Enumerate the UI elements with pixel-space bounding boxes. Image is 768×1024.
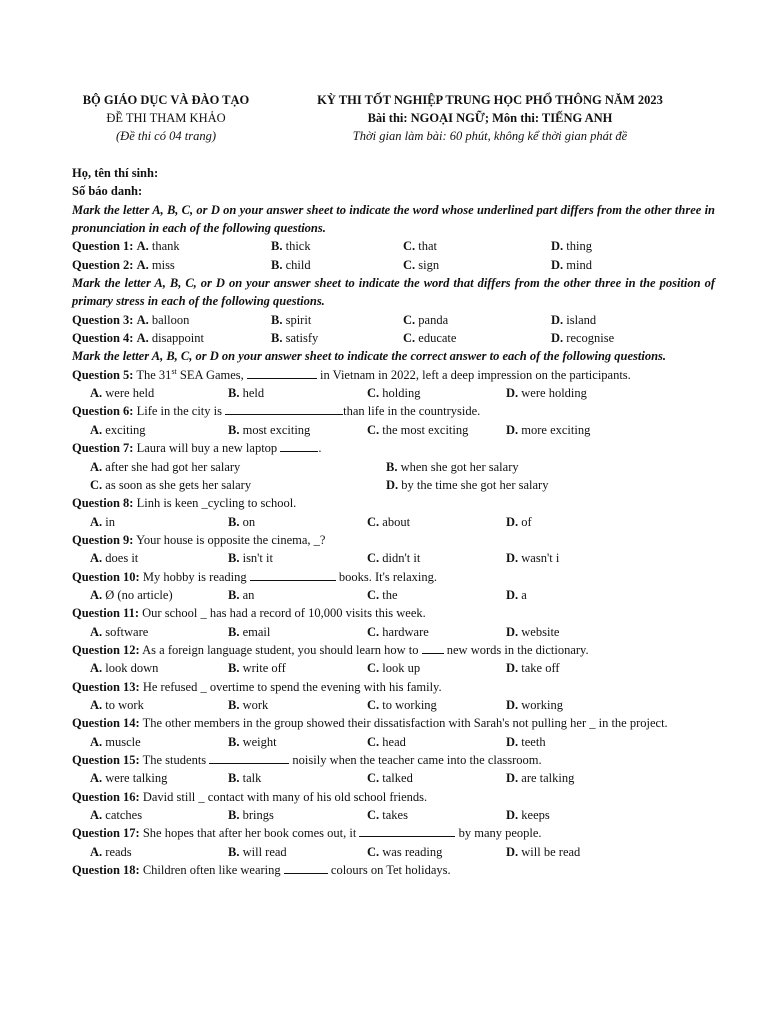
option-text: isn't it (242, 551, 273, 566)
option-text: the most exciting (382, 422, 469, 437)
option-text: website (521, 624, 560, 639)
option-text: were talking (105, 771, 168, 786)
question-label: Question 2: (72, 257, 134, 272)
option-text: didn't it (382, 551, 421, 566)
question-18-stem: Question 18: Children often like wearing colours on Tet holidays. (72, 863, 451, 878)
ministry-name: BỘ GIÁO DỤC VÀ ĐÀO TẠO (82, 93, 250, 107)
option-text: in (105, 514, 116, 529)
option-text: working (521, 697, 563, 712)
question-12-stem: Question 12: As a foreign language student, you should learn how to new words in the dictionary. (72, 642, 589, 657)
question-label: Question 12: (72, 642, 140, 657)
question-1: Question 1: A. thank B. thick C. that D. thing (72, 239, 592, 254)
question-6-options: A. exciting B. most exciting C. the most exciting D. more exciting (90, 422, 591, 437)
answer-blank (359, 824, 455, 837)
instruction-stress: Mark the letter A, B, C, or D on your answer sheet to indicate the word that differs from the other three in the position of primary stress in each of the following questions. (72, 276, 715, 309)
question-label: Question 3: (72, 312, 134, 327)
option-text: island (566, 312, 597, 327)
option-text: after she had got her salary (105, 459, 241, 474)
question-2: Question 2: A. miss B. child C. sign D. mind (72, 257, 592, 272)
instruction-pronunciation: Mark the letter A, B, C, or D on your answer sheet to indicate the word whose underlined part differs from the other three in pronunciation in each of the following questions. (72, 202, 715, 236)
answer-blank (225, 402, 343, 415)
option-text: more exciting (521, 422, 591, 437)
option-text: takes (382, 808, 408, 823)
question-label: Question 10: (72, 569, 140, 584)
option-text: an (242, 587, 255, 602)
question-17-options: A. reads B. will read C. was reading D. will be read (90, 844, 581, 859)
option-text: when she got her salary (400, 459, 519, 474)
exam-title-block (280, 91, 700, 145)
question-label: Question 5: (72, 367, 134, 382)
instruction-correct-answer: Mark the letter A, B, C, or D on your answer sheet to indicate the correct answer to each of the following questions. (72, 349, 667, 364)
time-note: Thời gian làm bài: 60 phút, không kể thời gian phát đề (352, 129, 628, 143)
option-text: head (382, 734, 406, 749)
option-text: by the time she got her salary (401, 477, 549, 492)
candidate-name-label: Họ, tên thí sinh: (72, 166, 159, 180)
question-12-options: A. look down B. write off C. look up D. take off (90, 661, 560, 676)
option-text: does it (105, 551, 139, 566)
option-text: that (418, 239, 438, 254)
subject-line: Bài thi: NGOẠI NGỮ; Môn thi: TIẾNG ANH (367, 111, 613, 125)
option-text: panda (418, 312, 449, 327)
option-text: of (521, 514, 532, 529)
question-11-options: A. software B. email C. hardware D. website (90, 624, 560, 639)
question-4: Question 4: A. disappoint B. satisfy C. educate D. recognise (72, 331, 615, 346)
option-text: educate (418, 331, 457, 346)
option-text: were holding (521, 386, 587, 401)
question-label: Question 14: (72, 716, 140, 731)
option-text: balloon (151, 312, 190, 327)
option-text: brings (242, 808, 274, 823)
question-13-options: A. to work B. work C. to working D. working (90, 697, 563, 712)
question-label: Question 1: (72, 239, 134, 254)
option-text: look up (382, 661, 421, 676)
question-13-stem: Question 13: He refused _ overtime to spend the evening with his family. (72, 679, 442, 694)
question-14-options: A. muscle B. weight C. head D. teeth (90, 734, 546, 749)
question-label: Question 4: (72, 331, 134, 346)
option-text: reads (105, 844, 132, 859)
candidate-id-label: Số báo danh: (72, 184, 143, 199)
option-text: disappoint (151, 331, 204, 346)
option-text: thank (151, 239, 180, 254)
option-text: work (242, 697, 269, 712)
question-16-stem: Question 16: David still _ contact with many of his old school friends. (72, 789, 428, 804)
exam-type: ĐỀ THI THAM KHẢO (106, 111, 226, 125)
answer-blank (250, 568, 336, 581)
option-text: wasn't i (521, 551, 560, 566)
option-text: child (285, 257, 311, 272)
option-text: most exciting (242, 422, 311, 437)
option-text: as soon as she gets her salary (105, 477, 252, 492)
question-15-options: A. were talking B. talk C. talked D. are talking (90, 771, 575, 786)
question-9-options: A. does it B. isn't it C. didn't it D. wasn't i (90, 551, 560, 566)
option-text: to work (105, 697, 144, 712)
exam-content (72, 164, 715, 879)
question-label: Question 17: (72, 826, 140, 841)
option-text: a (521, 587, 527, 602)
exam-title: KỲ THI TỐT NGHIỆP TRUNG HỌC PHỔ THÔNG NĂM 2023 (317, 93, 663, 107)
question-9-stem: Question 9: Your house is opposite the cinema, _? (72, 532, 326, 547)
option-text: will read (242, 844, 287, 859)
option-text: muscle (105, 734, 141, 749)
question-10-stem: Question 10: My hobby is reading books. It's relaxing. (72, 569, 437, 584)
option-text: satisfy (285, 331, 319, 346)
question-15-stem: Question 15: The students noisily when the teacher came into the classroom. (72, 753, 542, 767)
option-text: teeth (521, 734, 546, 749)
question-10-options: A. Ø (no article) B. an C. the D. a (90, 587, 527, 602)
option-text: miss (151, 257, 175, 272)
option-text: sign (418, 257, 440, 272)
question-label: Question 9: (72, 532, 134, 547)
option-text: are talking (521, 771, 575, 786)
answer-blank (422, 641, 444, 654)
question-7-options-row-2: C. as soon as she gets her salary D. by the time she got her salary (90, 477, 549, 492)
option-text: mind (566, 257, 592, 272)
question-label: Question 16: (72, 789, 140, 804)
option-text: was reading (382, 844, 443, 859)
question-label: Question 15: (72, 753, 140, 767)
question-8-stem: Question 8: Linh is keen _cycling to school. (72, 496, 297, 511)
question-6-stem: Question 6: Life in the city is than life in the countryside. (72, 404, 481, 419)
question-5-stem: Question 5: The 31st SEA Games, in Vietnam in 2022, left a deep impression on the participants. (72, 366, 631, 382)
question-8-options: A. in B. on C. about D. of (90, 514, 532, 529)
question-7-stem: Question 7: Laura will buy a new laptop . (72, 441, 322, 456)
option-text: keeps (521, 808, 550, 823)
option-text: catches (105, 808, 143, 823)
option-text: recognise (566, 331, 615, 346)
question-label: Question 6: (72, 404, 134, 419)
option-text: Ø (no article) (105, 587, 173, 602)
question-7-options-row-1: A. after she had got her salary B. when she got her salary (90, 459, 519, 474)
question-5-options: A. were held B. held C. holding D. were holding (90, 386, 587, 401)
option-text: will be read (521, 844, 581, 859)
question-label: Question 11: (72, 606, 140, 621)
option-text: write off (242, 661, 286, 676)
page-count-note: (Đề thi có 04 trang) (116, 129, 216, 143)
option-text: on (242, 514, 256, 529)
question-label: Question 18: (72, 863, 140, 878)
question-3: Question 3: A. balloon B. spirit C. panda D. island (72, 312, 597, 327)
question-14-stem: Question 14: The other members in the group showed their dissatisfaction with Sarah's not pulling her _ in the project. (72, 716, 668, 731)
option-text: talk (242, 771, 262, 786)
option-text: held (242, 386, 265, 401)
question-label: Question 7: (72, 441, 134, 456)
option-text: spirit (285, 312, 312, 327)
exam-header (0, 91, 768, 151)
option-text: look down (105, 661, 159, 676)
option-text: thing (566, 239, 592, 254)
option-text: email (242, 624, 271, 639)
question-17-stem: Question 17: She hopes that after her book comes out, it by many people. (72, 826, 542, 841)
option-text: thick (285, 239, 311, 254)
option-text: the (382, 587, 398, 602)
option-text: holding (382, 386, 421, 401)
ministry-block (66, 91, 266, 145)
question-16-options: A. catches B. brings C. takes D. keeps (90, 808, 550, 823)
option-text: hardware (382, 624, 429, 639)
option-text: to working (382, 697, 437, 712)
option-text: exciting (105, 422, 146, 437)
option-text: about (382, 514, 411, 529)
option-text: software (105, 624, 149, 639)
answer-blank (209, 751, 289, 764)
option-text: talked (382, 771, 413, 786)
question-label: Question 8: (72, 496, 134, 511)
answer-blank (280, 439, 318, 452)
question-label: Question 13: (72, 679, 140, 694)
option-text: weight (242, 734, 277, 749)
answer-blank (247, 366, 317, 379)
option-text: take off (521, 661, 560, 676)
question-11-stem: Question 11: Our school _ has had a record of 10,000 visits this week. (72, 606, 426, 621)
option-text: were held (105, 386, 155, 401)
answer-blank (284, 861, 328, 874)
